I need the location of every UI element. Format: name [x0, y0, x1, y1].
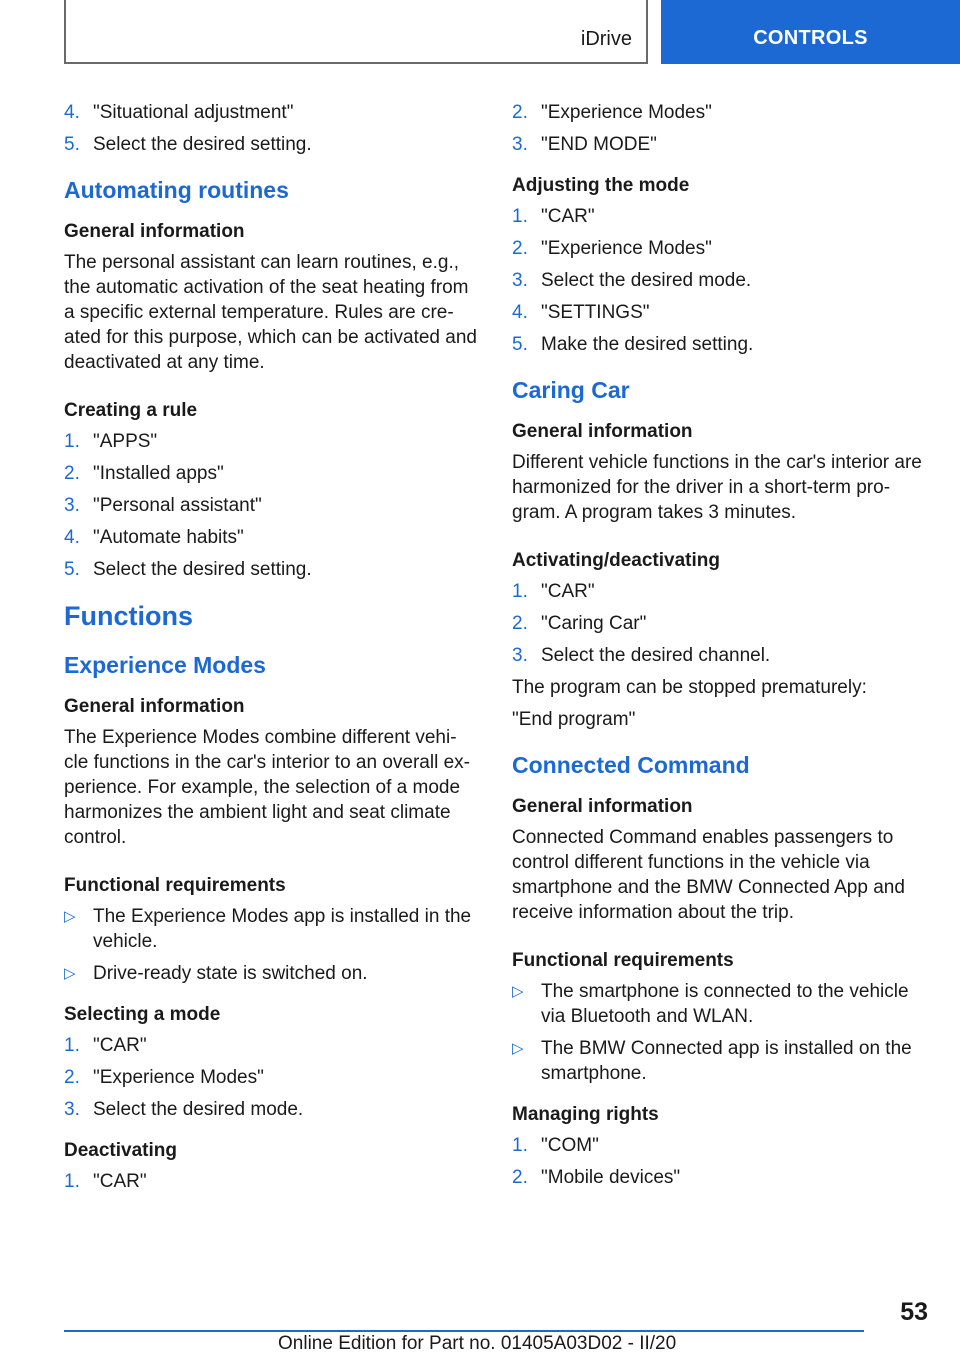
paragraph-end-program: "End program" — [512, 709, 636, 730]
subheading-functional-requirements: Functional requirements — [64, 875, 286, 896]
step-number: 1. — [512, 581, 528, 602]
heading-connected-command: Connected Command — [512, 752, 750, 778]
step-text: "CAR" — [541, 206, 595, 227]
subheading-selecting-mode: Selecting a mode — [64, 1004, 221, 1025]
step-list — [64, 1169, 484, 1194]
list-item — [512, 268, 932, 293]
step-number: 5. — [512, 334, 528, 355]
list-item — [64, 1097, 484, 1122]
triangle-bullet-icon: ▷ — [512, 983, 524, 1000]
step-number: 2. — [512, 238, 528, 259]
list-item — [64, 461, 484, 486]
step-number: 2. — [512, 613, 528, 634]
step-number: 1. — [512, 1135, 528, 1156]
step-text: "CAR" — [93, 1171, 147, 1192]
step-number: 2. — [64, 463, 80, 484]
subheading-general-information: General information — [512, 796, 693, 817]
step-list — [512, 1133, 932, 1190]
chapter-tab: CONTROLS — [661, 0, 960, 64]
list-item — [64, 904, 484, 954]
paragraph-personal-assistant: The personal assistant can learn routines, e.g., the automatic activation of the seat heating from a specific external temperature. Rules are cre‐ ated for this purpose, which can be activated and deactivated at any time. — [64, 252, 477, 373]
list-item — [512, 236, 932, 261]
footer-edition: Online Edition for Part no. 01405A03D02 - II/20 — [278, 1333, 677, 1354]
step-text: "Personal assistant" — [93, 495, 262, 516]
footer-rule — [64, 1330, 864, 1332]
list-item — [64, 493, 484, 518]
list-item — [512, 204, 932, 229]
step-list — [64, 429, 484, 582]
step-text: "Mobile devices" — [541, 1167, 681, 1188]
step-text: "Installed apps" — [93, 463, 224, 484]
list-item — [64, 525, 484, 550]
step-number: 3. — [512, 134, 528, 155]
step-text: "CAR" — [541, 581, 595, 602]
heading-caring-car: Caring Car — [512, 377, 630, 403]
list-item — [64, 132, 484, 157]
right-column — [512, 100, 932, 1197]
subheading-general-information: General information — [64, 696, 245, 717]
triangle-bullet-icon: ▷ — [512, 1040, 524, 1057]
paragraph-experience-modes: The Experience Modes combine different vehi‐ cle functions in the car's interior to an overall ex‐ perience. For example, the selection of a mode harmonizes the ambient light and seat climate control. — [64, 727, 470, 848]
step-number: 3. — [512, 645, 528, 666]
paragraph-stop-program: The program can be stopped prematurely: — [512, 677, 867, 698]
list-item — [512, 300, 932, 325]
step-number: 4. — [64, 102, 80, 123]
step-number: 4. — [512, 302, 528, 323]
list-item — [64, 429, 484, 454]
list-item — [64, 1033, 484, 1058]
section-title: iDrive — [580, 28, 632, 50]
page-number: 53 — [900, 1298, 928, 1326]
step-text: "CAR" — [93, 1035, 147, 1056]
paragraph-connected-command: Connected Command enables passengers to control different functions in the vehicle via smartphone and the BMW Connected App and receive information about the trip. — [512, 827, 905, 923]
step-number: 2. — [512, 102, 528, 123]
left-column — [64, 100, 484, 1201]
step-list — [512, 204, 932, 357]
list-item — [512, 332, 932, 357]
step-number: 3. — [512, 270, 528, 291]
step-text: "Experience Modes" — [541, 102, 712, 123]
step-number: 1. — [64, 1035, 80, 1056]
step-text: Select the desired channel. — [541, 645, 771, 666]
heading-functions: Functions — [64, 601, 193, 631]
subheading-general-information: General information — [512, 421, 693, 442]
bullet-text: The Experience Modes app is installed in the vehicle. — [93, 906, 472, 952]
list-item — [64, 1169, 484, 1194]
step-list — [64, 1033, 484, 1122]
heading-experience-modes: Experience Modes — [64, 652, 266, 678]
step-text: "APPS" — [93, 431, 158, 452]
heading-automating-routines: Automating routines — [64, 177, 289, 203]
list-item — [512, 132, 932, 157]
list-item — [512, 611, 932, 636]
step-text: "Automate habits" — [93, 527, 244, 548]
triangle-bullet-icon: ▷ — [64, 965, 76, 982]
step-text: "Experience Modes" — [93, 1067, 264, 1088]
list-item — [64, 100, 484, 125]
list-item — [64, 961, 484, 986]
subheading-general-information: General information — [64, 221, 245, 242]
step-number: 2. — [512, 1167, 528, 1188]
step-list — [512, 100, 932, 157]
bullet-text: The BMW Connected app is installed on the smartphone. — [541, 1038, 912, 1084]
bullet-text: The smartphone is connected to the vehicle via Bluetooth and WLAN. — [541, 981, 909, 1027]
step-text: Select the desired setting. — [93, 559, 312, 580]
step-text: "SETTINGS" — [541, 302, 650, 323]
list-item — [512, 979, 932, 1029]
subheading-deactivating: Deactivating — [64, 1140, 177, 1161]
list-item — [64, 1065, 484, 1090]
list-item — [512, 100, 932, 125]
step-number: 4. — [64, 527, 80, 548]
bullet-list — [64, 904, 484, 986]
step-number: 3. — [64, 495, 80, 516]
step-number: 1. — [64, 431, 80, 452]
list-item — [512, 1036, 932, 1086]
subheading-activating-deactivating: Activating/deactivating — [512, 550, 720, 571]
subheading-adjusting-mode: Adjusting the mode — [512, 175, 690, 196]
step-number: 2. — [64, 1067, 80, 1088]
step-text: Make the desired setting. — [541, 334, 754, 355]
list-item — [512, 1165, 932, 1190]
step-number: 5. — [64, 134, 80, 155]
bullet-text: Drive-ready state is switched on. — [93, 963, 368, 984]
step-number: 3. — [64, 1099, 80, 1120]
step-text: "Experience Modes" — [541, 238, 712, 259]
list-item — [512, 579, 932, 604]
list-item — [64, 557, 484, 582]
step-text: Select the desired mode. — [541, 270, 752, 291]
step-list — [64, 100, 484, 157]
step-text: Select the desired mode. — [93, 1099, 304, 1120]
step-text: "COM" — [541, 1135, 599, 1156]
list-item — [512, 1133, 932, 1158]
step-text: "Situational adjustment" — [93, 102, 294, 123]
step-text: "Caring Car" — [541, 613, 647, 634]
subheading-creating-rule: Creating a rule — [64, 400, 198, 421]
paragraph-caring-car: Different vehicle functions in the car's interior are harmonized for the driver in a short-term pro‐ gram. A program takes 3 minutes. — [512, 452, 922, 523]
page-header — [0, 0, 960, 66]
subheading-managing-rights: Managing rights — [512, 1104, 659, 1125]
step-text: "END MODE" — [541, 134, 657, 155]
list-item — [512, 643, 932, 668]
step-number: 1. — [512, 206, 528, 227]
bullet-list — [512, 979, 932, 1086]
subheading-functional-requirements: Functional requirements — [512, 950, 734, 971]
step-list — [512, 579, 932, 668]
triangle-bullet-icon: ▷ — [64, 908, 76, 925]
step-text: Select the desired setting. — [93, 134, 312, 155]
section-box — [64, 0, 648, 64]
step-number: 5. — [64, 559, 80, 580]
step-number: 1. — [64, 1171, 80, 1192]
